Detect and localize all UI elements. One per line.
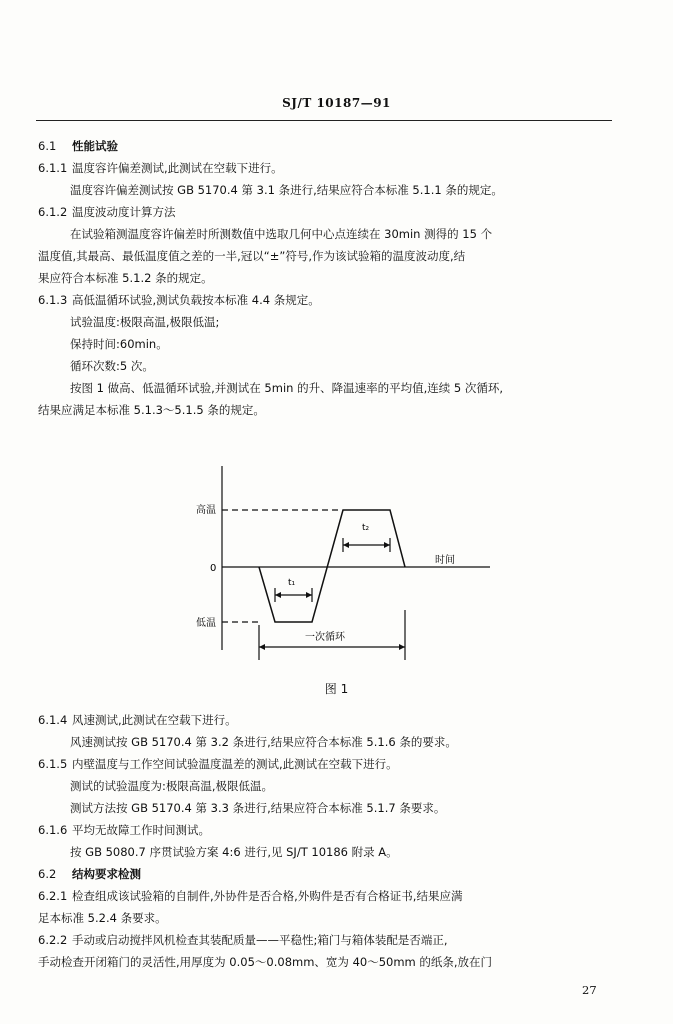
clause-number: 6.2.2 [38, 933, 68, 947]
line-text: 按图 1 做高、低温循环试验,并测试在 5min 的升、降温速率的平均值,连续 5 次循环, [70, 381, 504, 395]
line-text: 试验温度:极限高温,极限低温; [70, 315, 220, 329]
line-text: 温度容许偏差测试按 GB 5170.4 第 3.1 条进行,结果应符合本标准 5.1.1 条的规定。 [70, 183, 503, 197]
t2-arrow-left [343, 542, 349, 548]
label-zero: 0 [210, 563, 217, 574]
line-text: 检查组成该试验箱的自制件,外协件是否合格,外购件是否有合格证书,结果应满 [72, 889, 463, 903]
line-text: 温度值,其最高、最低温度值之差的一半,冠以“±”符号,作为该试验箱的温度波动度,结 [38, 249, 466, 263]
line-text: 测试方法按 GB 5170.4 第 3.3 条进行,结果应符合本标准 5.1.7 条要求。 [70, 801, 446, 815]
clause-line [38, 756, 618, 772]
line-text: 结构要求检测 [72, 867, 141, 881]
line-text: 结果应满足本标准 5.1.3～5.1.5 条的规定。 [38, 403, 265, 417]
clause-number: 6.1.1 [38, 161, 68, 175]
line-text: 果应符合本标准 5.1.2 条的规定。 [38, 271, 213, 285]
label-t2: t₂ [362, 523, 370, 533]
section-number: 6.2 [38, 867, 57, 881]
section-heading [38, 866, 618, 882]
line-text: 保持时间:60min。 [70, 337, 168, 351]
body-line [70, 844, 650, 860]
body-line [70, 734, 650, 750]
figure-caption: 图 1 [324, 682, 349, 696]
label-low-temp: 低温 [196, 618, 216, 629]
clause-line [38, 888, 618, 904]
clause-line [38, 932, 618, 948]
clause-line [38, 712, 618, 728]
t2-arrow-right [384, 542, 390, 548]
line-text: 手动或启动搅拌风机检查其装配质量——平稳性;箱门与箱体装配是否端正, [72, 933, 448, 947]
line-text: 高低温循环试验,测试负载按本标准 4.4 条规定。 [72, 293, 320, 307]
cycle-arrow-left [259, 644, 265, 650]
label-high-temp: 高温 [196, 505, 216, 516]
cycle-arrow-right [399, 644, 405, 650]
line-text: 温度容许偏差测试,此测试在空载下进行。 [72, 161, 283, 175]
section-number: 6.1 [38, 139, 57, 153]
line-text: 足本标准 5.2.4 条要求。 [38, 911, 167, 925]
line-text: 温度波动度计算方法 [72, 205, 176, 219]
label-time: 时间 [435, 555, 455, 566]
line-text: 风速测试按 GB 5170.4 第 3.2 条进行,结果应符合本标准 5.1.6 条的要求。 [70, 735, 457, 749]
body-line [70, 800, 650, 816]
clause-number: 6.1.6 [38, 823, 68, 837]
line-text: 手动检查开闭箱门的灵活性,用厚度为 0.05～0.08mm、宽为 40～50mm 的纸条,放在门 [38, 955, 493, 969]
clause-number: 6.1.4 [38, 713, 68, 727]
label-t1: t₁ [288, 578, 296, 588]
body-line [38, 910, 618, 926]
body-line [38, 954, 618, 970]
clause-number: 6.1.2 [38, 205, 68, 219]
clause-line [38, 822, 618, 838]
line-text: 平均无故障工作时间测试。 [72, 823, 210, 837]
temperature-profile [259, 510, 405, 622]
line-text: 测试的试验温度为:极限高温,极限低温。 [70, 779, 274, 793]
line-text: 按 GB 5080.7 序贯试验方案 4:6 进行,见 SJ/T 10186 附录 A。 [70, 845, 398, 859]
clause-number: 6.1.3 [38, 293, 68, 307]
line-text: 性能试验 [72, 139, 118, 153]
line-text: 循环次数:5 次。 [70, 359, 154, 373]
clause-number: 6.1.5 [38, 757, 68, 771]
line-text: 内壁温度与工作空间试验温度温差的测试,此测试在空载下进行。 [72, 757, 398, 771]
line-text: 风速测试,此测试在空载下进行。 [72, 713, 237, 727]
t1-arrow-right [306, 592, 312, 598]
line-text: 在试验箱测温度容许偏差时所测数值中选取几何中心点连续在 30min 测得的 15 个 [70, 227, 493, 241]
label-one-cycle: 一次循环 [305, 632, 345, 643]
running-header: SJ/T 10187—91 [282, 96, 391, 110]
page-number: 27 [582, 983, 597, 997]
body-line [70, 778, 650, 794]
clause-number: 6.2.1 [38, 889, 68, 903]
t1-arrow-left [275, 592, 281, 598]
